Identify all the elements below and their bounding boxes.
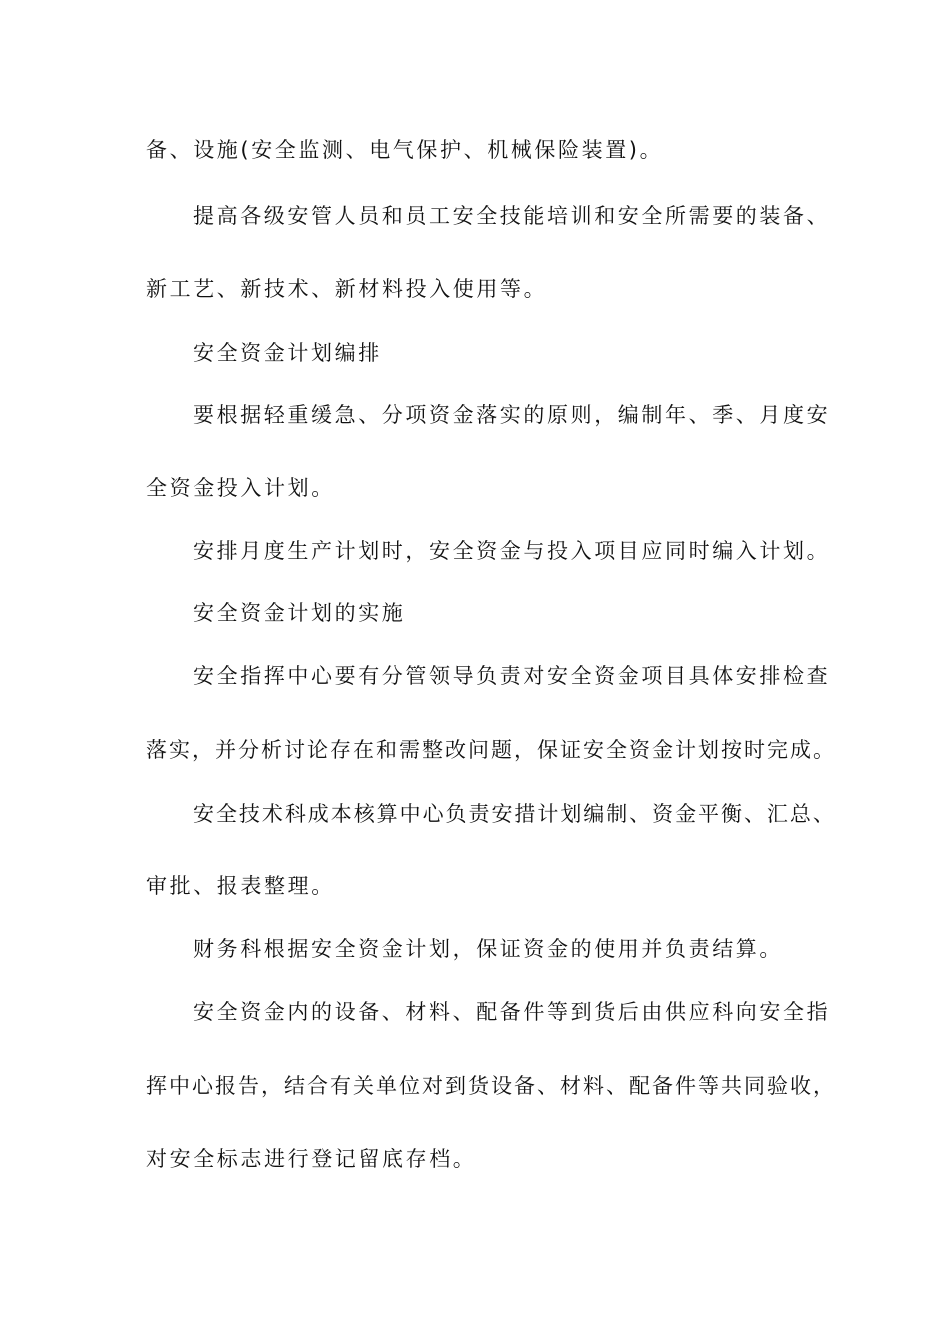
text-line-7: 安排月度生产计划时，安全资金与投入项目应同时编入计划。	[193, 539, 831, 563]
text-line-14: 安全资金内的设备、材料、配备件等到货后由供应科向安全指	[193, 1000, 831, 1024]
section-heading-budget-planning: 安全资金计划编排	[193, 341, 382, 365]
section-heading-budget-implementation: 安全资金计划的实施	[193, 601, 406, 625]
text-line-1: 备、设施(安全监测、电气保护、机械保险装置)。	[146, 138, 664, 162]
text-line-2: 提高各级安管人员和员工安全技能培训和安全所需要的装备、	[193, 204, 831, 228]
text-line-9: 安全指挥中心要有分管领导负责对安全资金项目具体安排检查	[193, 664, 831, 688]
text-line-13: 财务科根据安全资金计划，保证资金的使用并负责结算。	[193, 937, 783, 961]
text-line-15: 挥中心报告，结合有关单位对到货设备、材料、配备件等共同验收，	[146, 1074, 836, 1098]
text-line-5: 要根据轻重缓急、分项资金落实的原则，编制年、季、月度安	[193, 403, 831, 427]
text-line-10: 落实，并分析讨论存在和需整改问题，保证安全资金计划按时完成。	[146, 738, 836, 762]
text-line-6: 全资金投入计划。	[146, 476, 335, 500]
text-line-16: 对安全标志进行登记留底存档。	[146, 1147, 477, 1171]
text-line-12: 审批、报表整理。	[146, 874, 335, 898]
text-line-3: 新工艺、新技术、新材料投入使用等。	[146, 277, 548, 301]
text-line-11: 安全技术科成本核算中心负责安措计划编制、资金平衡、汇总、	[193, 802, 836, 826]
